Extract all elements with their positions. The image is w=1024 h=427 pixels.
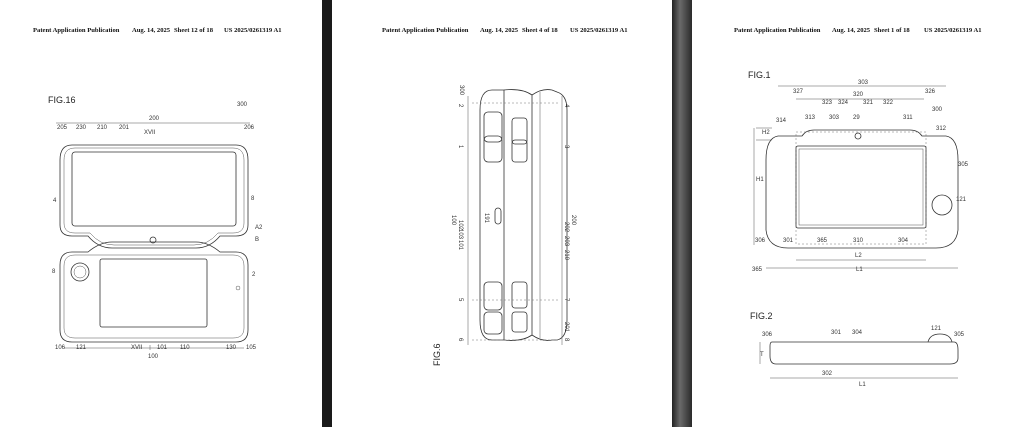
header-publication: Patent Application Publication [382,27,469,34]
ref-230: 230 [76,125,87,131]
ref-110: 110 [180,345,190,351]
ref-100: 100 [148,354,159,360]
fig2-ref-t: T [760,352,764,358]
fig2-ref-302: 302 [822,371,833,377]
page-gutter-right [672,0,692,427]
ref-2: 2 [457,104,463,108]
ref-121: 121 [956,197,967,203]
header-number: US 2025/0261319 A1 [570,27,628,34]
fig2-ref-121: 121 [931,326,942,332]
ref-203: 203 [563,236,569,247]
fig1-fig2-drawing [692,0,1024,427]
figure-label: FIG.6 [432,343,442,366]
ref-303-top: 303 [858,80,869,86]
ref-100: 100 [450,215,456,226]
figure1-label: FIG.1 [748,70,771,80]
header-date: Aug. 14, 2025 [132,27,171,34]
ref-101: 101 [157,345,168,351]
ref-322: 322 [883,100,894,106]
ref-321: 321 [863,100,874,106]
header-sheet: Sheet 1 of 18 [874,27,910,34]
ref-306: 306 [755,238,766,244]
ref-xvii-top: XVII [144,130,156,136]
ref-200: 200 [570,215,576,226]
ref-300: 300 [932,107,943,113]
ref-324: 324 [838,100,849,106]
fig2-ref-305: 305 [954,332,965,338]
ref-323: 323 [822,100,833,106]
ref-304: 304 [898,238,909,244]
ref-8: 8 [563,338,569,342]
figure-label: FIG.16 [48,95,76,105]
header-date: Aug. 14, 2025 [832,27,871,34]
ref-8-lower: 8 [52,269,56,275]
header-publication: Patent Application Publication [33,27,120,34]
ref-7: 7 [563,298,569,302]
patent-page-sheet-1 [692,0,1024,427]
ref-a2: A2 [255,225,263,231]
header-number: US 2025/0261319 A1 [224,27,282,34]
ref-h2: H2 [762,130,770,136]
ref-191: 191 [483,213,489,224]
ref-102: 102 [457,220,463,231]
fig2-ref-306: 306 [762,332,773,338]
ref-2: 2 [252,272,256,278]
ref-311: 311 [903,115,913,121]
page-gutter-left [322,0,332,427]
ref-121: 121 [76,345,87,351]
ref-210: 210 [97,125,108,131]
ref-xvii-bottom: XVII [131,345,143,351]
ref-b: B [255,237,260,243]
ref-29: 29 [853,115,860,121]
fig16-drawing [0,0,322,427]
ref-200: 200 [149,116,160,122]
ref-210: 210 [563,250,569,261]
ref-326: 326 [925,89,936,95]
ref-300: 300 [458,85,464,96]
ref-301: 301 [783,238,794,244]
ref-4: 4 [563,104,569,108]
header-number: US 2025/0261319 A1 [924,27,982,34]
figure2-label: FIG.2 [750,311,773,321]
ref-305: 305 [958,162,969,168]
ref-106: 106 [55,345,66,351]
ref-201: 201 [119,125,130,131]
ref-312: 312 [936,126,947,132]
patent-page-sheet-12 [0,0,322,427]
ref-314: 314 [776,118,787,124]
fig2-ref-l1: L1 [859,382,866,388]
patent-page-sheet-4 [332,0,672,427]
ref-130: 130 [226,345,237,351]
ref-327: 327 [793,89,804,95]
ref-205: 205 [57,125,68,131]
ref-h1: H1 [756,177,764,183]
ref-303-mid: 303 [829,115,840,121]
ref-310: 310 [853,238,864,244]
fig6-drawing [332,0,672,427]
ref-365-inner: 365 [817,238,828,244]
fig2-ref-304: 304 [852,330,863,336]
ref-300: 300 [237,102,248,108]
ref-201: 201 [563,322,569,333]
header-sheet: Sheet 4 of 18 [522,27,558,34]
ref-4: 4 [53,198,57,204]
ref-l1: L1 [856,267,863,273]
ref-5: 5 [457,298,463,302]
ref-8-upper: 8 [251,196,255,202]
ref-320: 320 [853,92,864,98]
header-sheet: Sheet 12 of 18 [174,27,214,34]
ref-l2: L2 [855,253,862,259]
ref-365-outer: 365 [752,267,763,273]
ref-313: 313 [805,115,816,121]
ref-101: 101 [457,240,463,251]
ref-3: 3 [563,145,569,149]
ref-6: 6 [457,338,463,342]
header-publication: Patent Application Publication [734,27,821,34]
ref-103: 103 [457,229,463,240]
header-date: Aug. 14, 2025 [480,27,519,34]
fig2-ref-301: 301 [831,330,842,336]
ref-206: 206 [244,125,255,131]
ref-105: 105 [246,345,257,351]
ref-1: 1 [457,145,463,149]
ref-202: 202 [563,222,569,233]
